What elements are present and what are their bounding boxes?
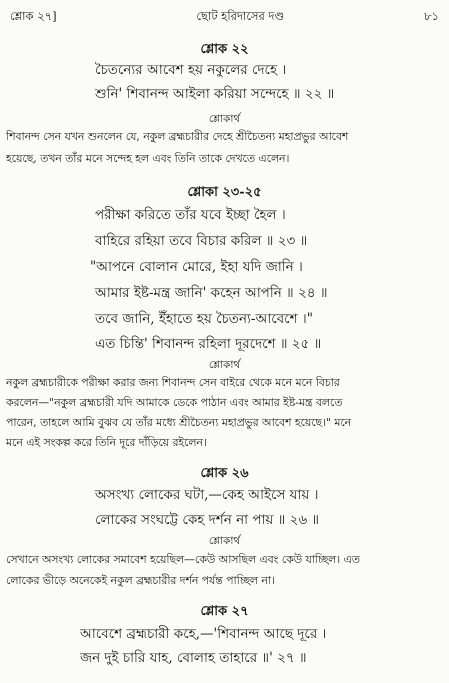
verse-23-25-line-3: "আপনে বোলান মোরে, ইহা যদি জানি । bbox=[90, 259, 303, 275]
verse-23-25-commentary-line-2: করলেন—"নকুল ব্রহ্মচারী যদি আমাকে ডেকে পাঠান এবং আমার ইষ্ট-মন্ত্র বলতে bbox=[6, 396, 343, 409]
header-chapter-title: ছোট হরিদাসের দণ্ড bbox=[196, 8, 285, 23]
verse-27-line-1: আবেশে ব্রহ্মচারী কহে,—'শিবানন্দ আছে দূরে । bbox=[80, 626, 327, 642]
verse-23-25-title: শ্লোকা ২৩-২৫ bbox=[187, 185, 262, 200]
verse-23-25-commentary-title: শ্লোকার্থ bbox=[208, 359, 241, 371]
verse-26-commentary-title: শ্লোকার্থ bbox=[208, 535, 241, 547]
verse-23-25-line-2: বাহিরে রহিয়া তবে বিচার করিল ॥ ২৩ ॥ bbox=[95, 233, 308, 249]
verse-26-title: শ্লোক ২৬ bbox=[200, 466, 249, 481]
verse-26-line-2: লোকের সংঘট্টে কেহ দর্শন না পায় ॥ ২৬ ॥ bbox=[95, 512, 320, 528]
verse-23-25-commentary-line-4: মনে এই সংকল্প করে তিনি দূরে দাঁড়িয়ে রইলেন। bbox=[6, 436, 207, 449]
verse-22-commentary-line-2: হয়েছে, তখন তাঁর মনে সন্দেহ হল এবং তিনি তাকে দেখতে এলেন। bbox=[6, 152, 290, 165]
header-verse-ref: শ্লোক ২৭] bbox=[10, 8, 57, 23]
verse-23-25-line-5: তবে জানি, ইঁহাতে হয় চৈতন্য-আবেশে ।" bbox=[95, 311, 313, 327]
verse-22-title: শ্লোক ২২ bbox=[200, 42, 249, 57]
verse-22-line-1: চৈতন্যের আবেশ হয় নকুলের দেহে । bbox=[95, 62, 287, 78]
verse-26-commentary-line-1: সেখানে অসংখ্য লোকের সমাবেশ হয়েছিল—কেউ আসছিল এবং কেউ যাচ্ছিল। এত bbox=[6, 553, 360, 566]
verse-22-commentary-title: শ্লোকার্থ bbox=[208, 113, 241, 125]
verse-23-25-line-6: এত চিন্তি' শিবানন্দ রহিলা দূরদেশে ॥ ২৫ ॥ bbox=[95, 336, 322, 352]
verse-22-line-2: শুনি' শিবানন্দ আইলা করিয়া সন্দেহে ॥ ২২ ॥ bbox=[95, 86, 335, 102]
verse-23-25-line-1: পরীক্ষা করিতে তাঁর যবে ইচ্ছা হৈল । bbox=[95, 207, 286, 223]
verse-23-25-commentary-line-1: নকুল ব্রহ্মচারীকে পরীক্ষা করার জন্য শিবানন্দ সেন বাইরে থেকে মনে মনে বিচার bbox=[6, 376, 340, 389]
verse-23-25-line-4: আমার ইষ্ট-মন্ত্র জানি' কহেন আপনি ॥ ২৪ ॥ bbox=[95, 285, 328, 301]
header-page-number: ৮১ bbox=[424, 8, 439, 23]
verse-26-line-1: অসংখ্য লোকের ঘটা,—কেহ আইসে যায় । bbox=[95, 487, 319, 503]
verse-23-25-commentary-line-3: পারেন, তাহলে আমি বুঝব যে তাঁর মধ্যে শ্রীচৈতন্য মহাপ্রভুর আবেশ হয়েছে।" মনে bbox=[6, 416, 352, 429]
running-header bbox=[10, 8, 439, 26]
verse-27-title: শ্লোক ২৭ bbox=[200, 604, 249, 619]
verse-22-commentary-line-1: শিবানন্দ সেন যখন শুনলেন যে, নকুল ব্রহ্মচারীর দেহে শ্রীচৈতন্য মহাপ্রভুর আবেশ bbox=[6, 130, 349, 143]
verse-27-line-2: জন দুই চারি যাহ, বোলাহ তাহারে ॥' ২৭ ॥ bbox=[80, 650, 307, 666]
verse-26-commentary-line-2: লোকের ভীড়ে অনেকেই নকুল ব্রহ্মচারীর দর্শন পর্যন্ত পাচ্ছিল না। bbox=[6, 574, 275, 587]
